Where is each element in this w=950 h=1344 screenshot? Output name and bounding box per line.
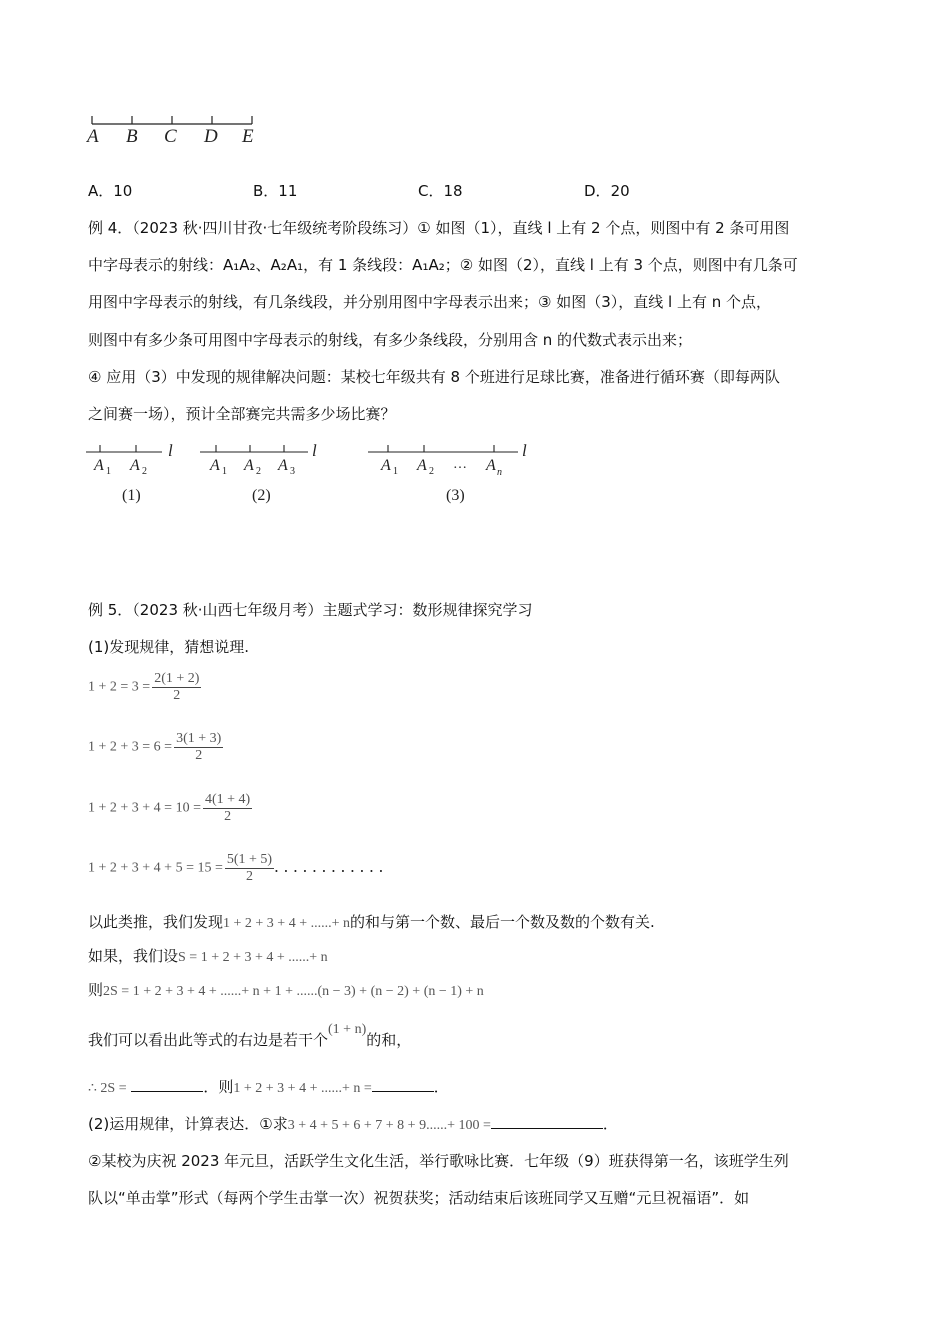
figure-3 bbox=[368, 441, 527, 504]
equation-2: 1 + 2 + 3 = 6 = $\frac{3(1 + 3)}{2}$ bbox=[88, 731, 222, 763]
svg-text:l: l bbox=[522, 441, 527, 460]
svg-text:n: n bbox=[497, 467, 502, 478]
svg-text:1: 1 bbox=[106, 466, 111, 477]
figure-1 bbox=[86, 441, 173, 504]
svg-text:A: A bbox=[210, 457, 220, 474]
equation-1: 1 + 2 = 3 = $\frac{2(1 + 2)}{2}$ bbox=[88, 671, 200, 703]
svg-text:2: 2 bbox=[142, 466, 147, 477]
example4-line-1: 例 4．（2023 秋·四川甘孜·七年级统考阶段练习）① 如图（1），直线 l 上有 2 个点，则图中有 2 条可用图 bbox=[88, 219, 790, 237]
example4-line-3: 用图中字母表示的射线，有几条线段，并分别用图中字母表示出来；③ 如图（3），直线 l 上有 n 个点， bbox=[88, 293, 772, 311]
point-label-b: B bbox=[126, 126, 138, 147]
see-line: 我们可以看出此等式的右边是若干个(1 + n)的和， bbox=[88, 1022, 412, 1049]
option-a: A．10 bbox=[88, 182, 133, 200]
svg-text:2: 2 bbox=[429, 466, 434, 477]
svg-text:A: A bbox=[381, 457, 391, 474]
figure-2 bbox=[200, 441, 317, 504]
answer-blank-part2[interactable] bbox=[491, 1114, 603, 1129]
svg-text:A: A bbox=[486, 457, 496, 474]
point-label-c: C bbox=[164, 126, 177, 147]
analogy-line: 以此类推，我们发现1 + 2 + 3 + 4 + ......+ n的和与第一个数、最后一个数及数的个数有关. bbox=[88, 913, 655, 931]
point-label-a: A bbox=[87, 126, 99, 147]
svg-text:1: 1 bbox=[222, 466, 227, 477]
example4-line-5: ④ 应用（3）中发现的规律解决问题：某校七年级共有 8 个班进行足球比赛，准备进行循环赛（即每两队 bbox=[88, 368, 780, 386]
therefore-line: ∴ 2S = ．则1 + 2 + 3 + 4 + ......+ n = ． bbox=[88, 1078, 449, 1096]
answer-blank-sum[interactable] bbox=[372, 1077, 434, 1092]
example4-line-6: 之间赛一场），预计全部赛完共需多少场比赛？ bbox=[88, 405, 396, 423]
line-label-l: l bbox=[168, 441, 173, 460]
svg-text:A: A bbox=[244, 457, 254, 474]
figure-1-caption: (1) bbox=[122, 487, 141, 504]
example5-title: 例 5．（2023 秋·山西七年级月考）主题式学习：数形规律探究学习 bbox=[88, 601, 533, 619]
answer-blank-2s[interactable] bbox=[131, 1077, 203, 1092]
svg-text:A: A bbox=[94, 457, 104, 474]
example4-line-4: 则图中有多少条可用图中字母表示的射线，有多少条线段，分别用含 n 的代数式表示出来； bbox=[88, 331, 693, 349]
svg-text:A: A bbox=[130, 457, 140, 474]
option-b: B．11 bbox=[253, 182, 298, 200]
svg-text:l: l bbox=[312, 441, 317, 460]
then-line: 则2S = 1 + 2 + 3 + 4 + ......+ n + 1 + ......(n − 3) + (n − 2) + (n − 1) + n bbox=[88, 981, 484, 999]
svg-text:2: 2 bbox=[256, 466, 261, 477]
example4-line-2: 中字母表示的射线：A₁A₂、A₂A₁，有 1 条线段：A₁A₂；② 如图（2），直线 l 上有 3 个点，则图中有几条可 bbox=[88, 256, 798, 274]
option-d: D．20 bbox=[584, 182, 630, 200]
figure-2-caption: (2) bbox=[252, 487, 271, 504]
segment-figure-abcde bbox=[86, 110, 266, 150]
part2-line-3: 队以“单击掌”形式（每两个学生击掌一次）祝贺获奖；活动结束后该班同学又互赠“元旦祝福语”．如 bbox=[88, 1189, 750, 1207]
svg-text:A: A bbox=[278, 457, 288, 474]
equation-3: 1 + 2 + 3 + 4 = 10 = $\frac{4(1 + 4)}{2}$ bbox=[88, 792, 251, 824]
figure-3-caption: (3) bbox=[446, 487, 465, 504]
svg-text:A: A bbox=[417, 457, 427, 474]
svg-text:1: 1 bbox=[393, 466, 398, 477]
if-line: 如果，我们设S = 1 + 2 + 3 + 4 + ......+ n bbox=[88, 947, 328, 965]
equation-4: 1 + 2 + 3 + 4 + 5 = 15 = $\frac{5(1 + 5)}{2}$ ．．．．．．．．．．．． bbox=[88, 852, 396, 884]
example5-part1: (1)发现规律，猜想说理. bbox=[88, 638, 250, 656]
part2-line: (2)运用规律，计算表达．①求3 + 4 + 5 + 6 + 7 + 8 + 9......+ 100 = ． bbox=[88, 1115, 618, 1133]
option-c: C．18 bbox=[418, 182, 463, 200]
svg-text:…: … bbox=[453, 457, 467, 472]
part2-line-2: ②某校为庆祝 2023 年元旦，活跃学生文化生活，举行歌咏比赛．七年级（9）班获得第一名，该班学生列 bbox=[88, 1152, 789, 1170]
example4-figures bbox=[86, 440, 546, 510]
point-label-d: D bbox=[204, 126, 218, 147]
point-label-e: E bbox=[242, 126, 254, 147]
svg-text:3: 3 bbox=[290, 466, 295, 477]
